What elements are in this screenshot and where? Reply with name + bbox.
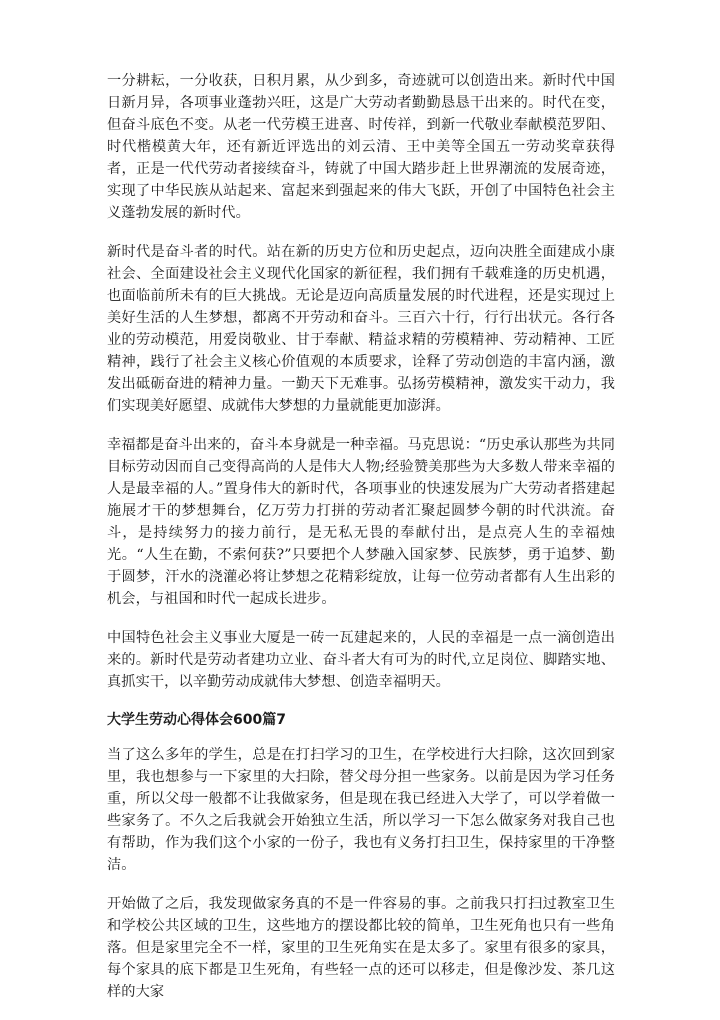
section-heading: 大学生劳动心得体会600篇7 <box>107 712 286 728</box>
paragraph: 新时代是奋斗者的时代。站在新的历史方位和历史起点，迈向决胜全面建成小康社会、全面建设社会主义现代化国家的新征程，我们拥有千载难逢的历史机遇，也面临前所未有的巨大挑战。无论是迈向高质量发展的时代进程，还是实现过上美好生活的人生梦想，都离不开劳动和奋斗。三百六十行，行行出状元。各行各业的劳动模范，用爱岗敬业、甘于奉献、精益求精的劳模精神、劳动精神、工匠精神，践行了社会主义核心价值观的本质要求，诠释了劳动创造的丰富内涵，激发出砥砺奋进的精神力量。一勤天下无难事。弘扬劳模精神，激发实干动力，我们实现美好愿望、成就伟大梦想的力量就能更加澎湃。 <box>107 244 615 414</box>
paragraph: 中国特色社会主义事业大厦是一砖一瓦建起来的，人民的幸福是一点一滴创造出来的。新时代是劳动者建功立业、奋斗者大有可为的时代,立足岗位、脚踏实地、真抓实干，以辛勤劳动成就伟大梦想、创造幸福明天。 <box>107 630 615 690</box>
paragraph: 幸福都是奋斗出来的，奋斗本身就是一种幸福。马克思说：“历史承认那些为共同目标劳动因而自己变得高尚的人是伟大人物;经验赞美那些为大多数人带来幸福的人是最幸福的人。”置身伟大的新时代，各项事业的快速发展为广大劳动者搭建起施展才干的梦想舞台，亿万劳力打拼的劳动者汇聚起圆梦今朝的时代洪流。奋斗，是持续努力的接力前行，是无私无畏的奉献付出，是点亮人生的幸福烛光。“人生在勤，不索何获?”只要把个人梦融入国家梦、民族梦，勇于追梦、勤于圆梦，汗水的浇灌必将让梦想之花精彩绽放，让每一位劳动者都有人生出彩的机会，与祖国和时代一起成长进步。 <box>107 437 615 607</box>
paragraph: 一分耕耘，一分收获，日积月累，从少到多，奇迹就可以创造出来。新时代中国日新月异，各项事业蓬勃兴旺，这是广大劳动者勤勤恳恳干出来的。时代在变，但奋斗底色不变。从老一代劳模王进喜、时传祥，到新一代敬业奉献模范罗阳、时代楷模黄大年，还有新近评选出的刘云清、王中美等全国五一劳动奖章获得者，正是一代代劳动者接续奋斗，铸就了中国大踏步赶上世界潮流的发展奇迹，实现了中华民族从站起来、富起来到强起来的伟大飞跃，开创了中国特色社会主义蓬勃发展的新时代。 <box>107 73 615 221</box>
paragraph: 开始做了之后，我发现做家务真的不是一件容易的事。之前我只打扫过教室卫生和学校公共区域的卫生，这些地方的摆设都比较的简单，卫生死角也只有一些角落。但是家里完全不一样，家里的卫生死角实在是太多了。家里有很多的家具，每个家具的底下都是卫生死角，有些轻一点的还可以移走，但是像沙发、茶几这样的大家 <box>107 896 615 1000</box>
document-page <box>107 70 615 1020</box>
paragraph: 当了这么多年的学生，总是在打扫学习的卫生，在学校进行大扫除，这次回到家里，我也想参与一下家里的大扫除，替父母分担一些家务。以前是因为学习任务重，所以父母一般都不让我做家务，但是现在我已经进入大学了，可以学着做一些家务了。不久之后我就会开始独立生活，所以学习一下怎么做家务对我自己也有帮助，作为我们这个小家的一份子，我也有义务打扫卫生，保持家里的干净整洁。 <box>107 747 615 873</box>
